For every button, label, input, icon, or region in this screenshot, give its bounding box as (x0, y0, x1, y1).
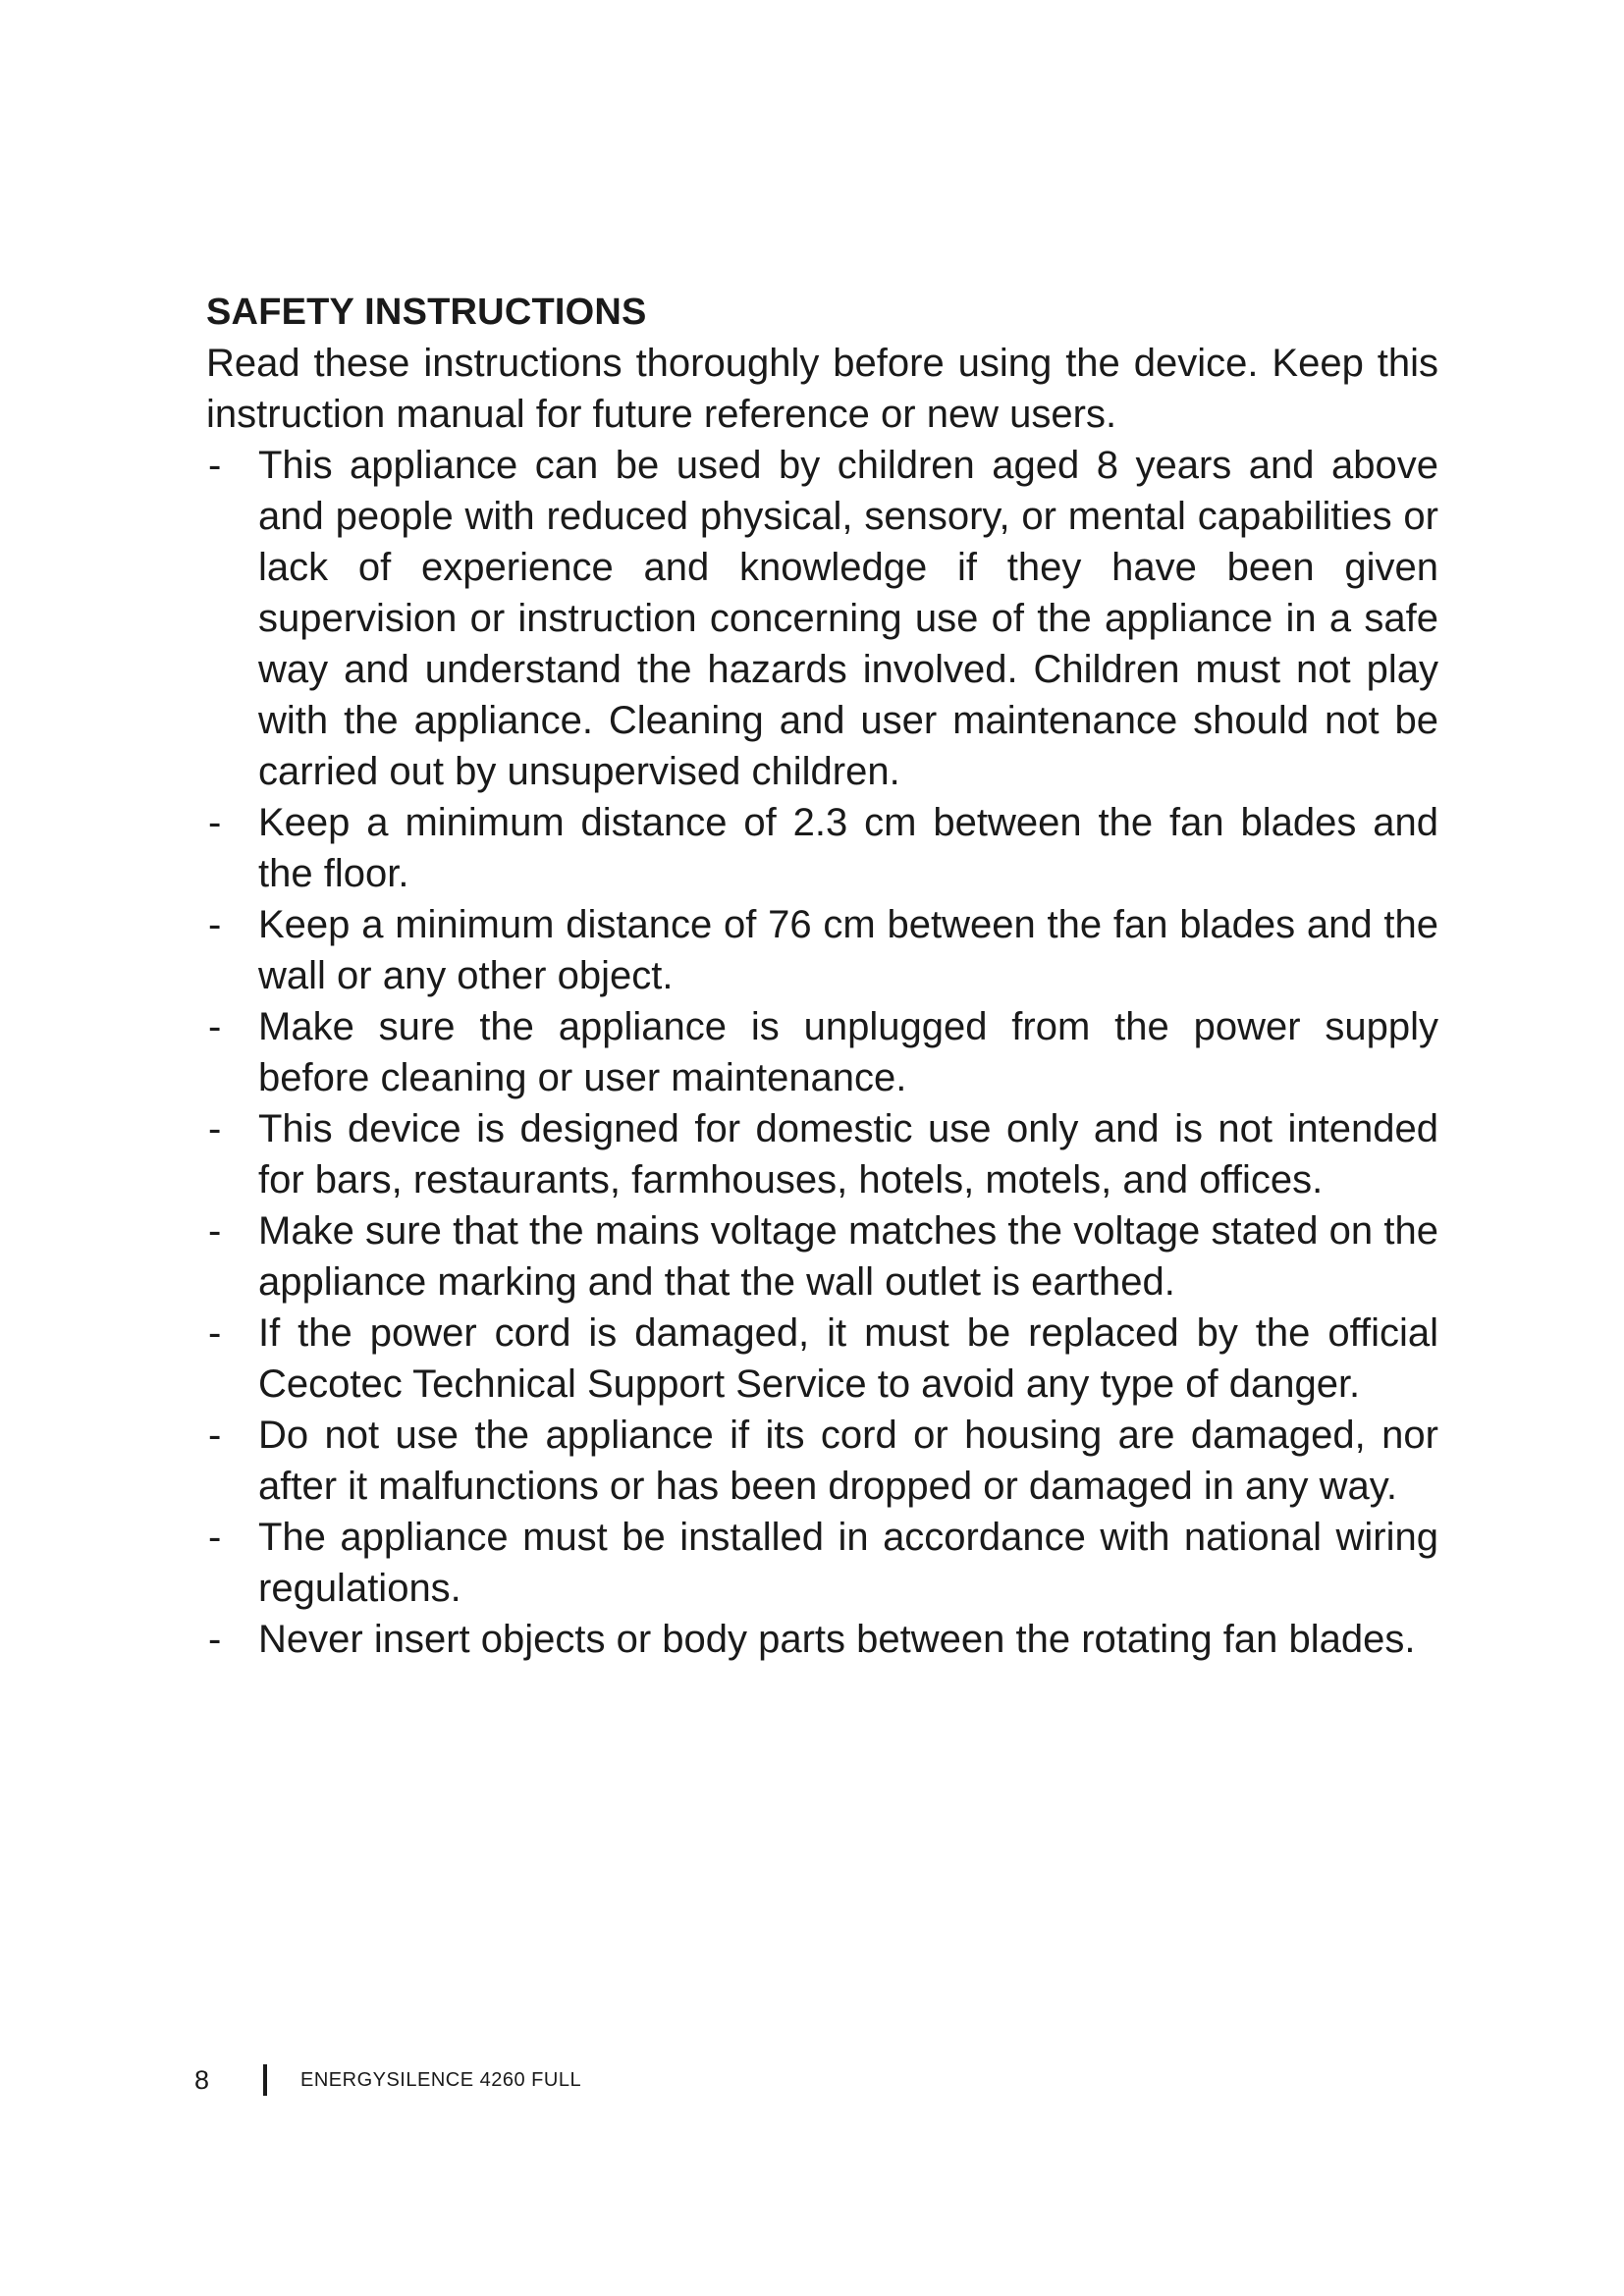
bullet-dash: - (208, 1005, 222, 1048)
list-item-text: Do not use the appliance if its cord or housing are damaged, nor after it malfunctions or has been dropped or damaged in any way. (258, 1414, 1438, 1508)
bullet-dash: - (208, 1516, 222, 1559)
page-footer (194, 2057, 581, 2103)
list-item (206, 1103, 1438, 1205)
list-item (206, 1410, 1438, 1512)
list-item-text: The appliance must be installed in accordance with national wiring regulations. (258, 1516, 1438, 1610)
section-heading: SAFETY INSTRUCTIONS (206, 292, 647, 333)
list-item-text: Keep a minimum distance of 2.3 cm between the fan blades and the floor. (258, 801, 1438, 895)
list-item-text: This device is designed for domestic use only and is not intended for bars, restaurants, farmhouses, hotels, motels, and offices. (258, 1107, 1438, 1201)
list-item (206, 1614, 1438, 1665)
safety-list (206, 440, 1438, 1665)
list-item (206, 797, 1438, 899)
bullet-dash: - (208, 1414, 222, 1457)
list-item-text: If the power cord is damaged, it must be replaced by the official Cecotec Technical Support Service to avoid any type of danger. (258, 1311, 1438, 1406)
bullet-dash: - (208, 903, 222, 946)
list-item (206, 1001, 1438, 1103)
list-item (206, 1308, 1438, 1410)
bullet-dash: - (208, 801, 222, 844)
bullet-dash: - (208, 1107, 222, 1150)
bullet-dash: - (208, 444, 222, 487)
list-item-text: Make sure that the mains voltage matches the voltage stated on the appliance marking and that the wall outlet is earthed. (258, 1209, 1438, 1304)
list-item (206, 1205, 1438, 1308)
product-name: ENERGYSILENCE 4260 FULL (300, 2068, 582, 2091)
footer-divider (263, 2064, 267, 2096)
list-item-text: Keep a minimum distance of 76 cm between the fan blades and the wall or any other object. (258, 903, 1438, 997)
list-item-text: This appliance can be used by children aged 8 years and above and people with reduced physical, sensory, or mental capabilities or lack of experience and knowledge if they have been given supervision or instruction concerning use of the appliance in a safe way and understand the hazards involved. Children must not play with the appliance. Cleaning and user maintenance should not be carried out by unsupervised children. (258, 444, 1438, 793)
bullet-dash: - (208, 1209, 222, 1253)
list-item (206, 440, 1438, 797)
intro-paragraph: Read these instructions thoroughly before using the device. Keep this instruction manual for future reference or new users. (206, 342, 1438, 436)
page-number: 8 (194, 2064, 210, 2095)
list-item-text: Make sure the appliance is unplugged from the power supply before cleaning or user maintenance. (258, 1005, 1438, 1099)
bullet-dash: - (208, 1618, 222, 1661)
bullet-dash: - (208, 1311, 222, 1355)
list-item-text: Never insert objects or body parts between the rotating fan blades. (258, 1618, 1416, 1661)
list-item (206, 1512, 1438, 1614)
list-item (206, 899, 1438, 1001)
safety-section (206, 287, 1438, 1665)
